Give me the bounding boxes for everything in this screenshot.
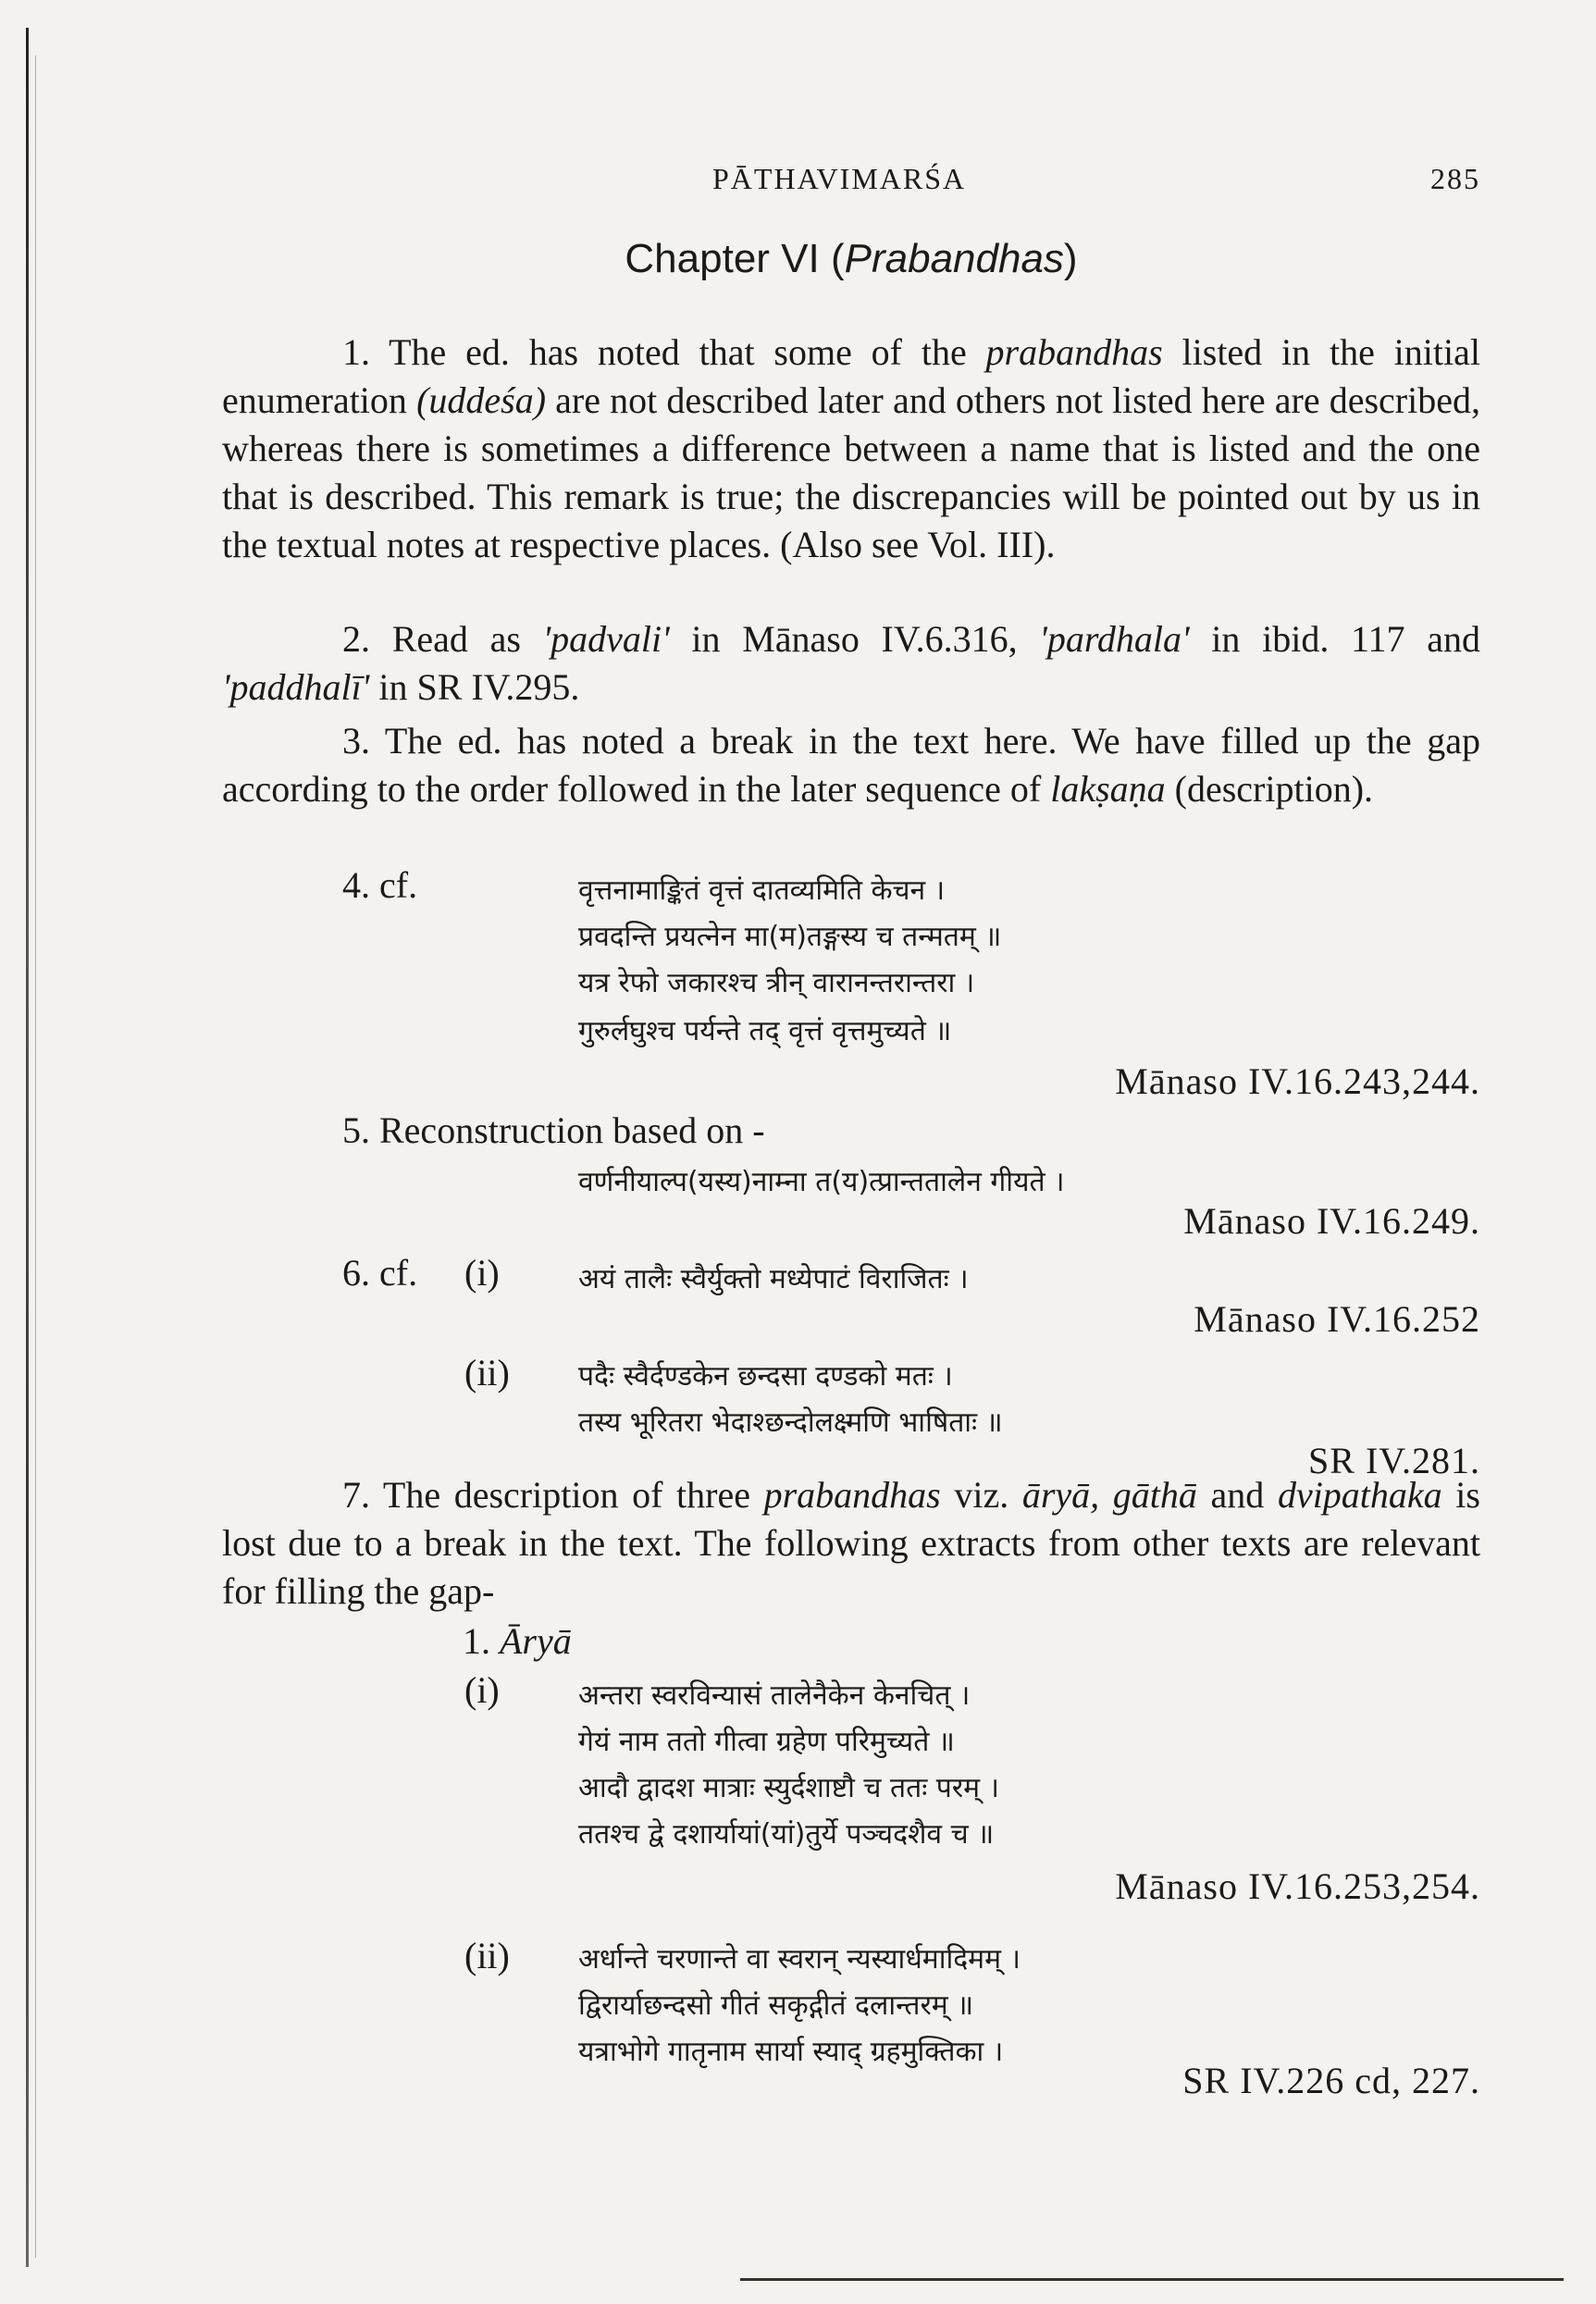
note-7-sub-number: 1.: [463, 1620, 500, 1662]
note-7-text-g: is lost due to a break in the text. The following extracts from other texts are relevant for filling the gap-: [222, 1474, 1480, 1612]
note-4-verse-line: प्रवदन्ति प्रयत्नेन मा(म)तङ्गस्य च तन्मतम् ॥: [578, 921, 1002, 953]
note-7-ii-verse-line: अर्धान्ते चरणान्ते वा स्वरान् न्यस्यार्धमादिमम् ।: [578, 1943, 1021, 1976]
note-7-ii-verse-line: यत्राभोगे गातृनाम सार्या स्याद् ग्रहमुक्तिका ।: [578, 2036, 1004, 2068]
chapter-prefix: Chapter VI (: [625, 236, 845, 281]
note-6-ii-verse-line: तस्य भूरितरा भेदाश्छन्दोलक्ष्मणि भाषिताः ॥: [578, 1406, 1003, 1439]
note-2-italic-f: 'paddhalī': [222, 666, 370, 708]
note-7-i-label: (i): [464, 1669, 500, 1711]
note-2: [222, 615, 1480, 712]
note-3: [222, 717, 1480, 813]
note-6-label: 6. cf.: [342, 1252, 418, 1294]
note-4-verse-line: वृत्तनामाङ्कितं वृत्तं दातव्यमिति केचन ।: [578, 874, 946, 907]
note-7-italic-b: prabandhas: [763, 1474, 941, 1516]
note-2-italic-b: 'padvali': [542, 618, 670, 660]
note-3-italic-b: lakṣaṇa: [1050, 768, 1166, 810]
chapter-heading: [222, 236, 1480, 282]
note-2-text-e: in ibid. 117 and: [1189, 618, 1481, 660]
note-5-verse-line: वर्णनीयाल्प(यस्य)नाम्ना त(य)त्प्रान्ततालेन गीयते ।: [578, 1166, 1065, 1198]
note-7-text-a: 7. The description of three: [342, 1474, 764, 1516]
note-6-i-verse-line: अयं तालैः स्वैर्युक्तो मध्येपाटं विराजितः ।: [578, 1263, 969, 1295]
note-2-italic-d: 'pardhala': [1039, 618, 1190, 660]
running-head-title: PĀTHAVIMARŚA: [712, 162, 967, 195]
note-4-verse-line: गुरुर्लघुश्च पर्यन्ते तद् वृत्तं वृत्तमुच्यते ॥: [578, 1015, 952, 1047]
bottom-rule: [740, 2278, 1564, 2281]
note-7-italic-f: dvipathaka: [1277, 1474, 1442, 1516]
note-2-text-c: in Mānaso IV.6.316,: [669, 618, 1040, 660]
note-1-italic-b: prabandhas: [985, 331, 1163, 373]
note-7-text-c: viz.: [940, 1474, 1022, 1516]
note-1-italic-d: (uddeśa): [416, 379, 547, 421]
note-4-verse-line: यत्र रेफो जकारश्च त्रीन् वारानन्तरान्तरा ।: [578, 967, 975, 999]
note-5-reference: Mānaso IV.16.249.: [1183, 1200, 1480, 1242]
note-7-ii-verse-line: द्विरार्याछन्दसो गीतं सकृद्गीतं दलान्तरम् ॥: [578, 1989, 974, 2022]
note-2-text-g: in SR IV.295.: [369, 666, 580, 708]
note-1-text-c: listed in the initial enumeration: [222, 331, 1480, 421]
note-3-text-c: (description).: [1165, 768, 1374, 810]
note-7-subheading: [463, 1619, 572, 1663]
scan-binding-shadow: [35, 56, 36, 2258]
chapter-title-italic: Prabandhas: [844, 236, 1064, 281]
scan-binding-edge: [26, 28, 29, 2267]
note-4-label: 4. cf.: [342, 864, 418, 906]
note-5-label: 5. Reconstruction based on -: [342, 1109, 765, 1151]
note-6-i-reference: Mānaso IV.16.252: [1194, 1298, 1480, 1340]
note-7-ii-reference: SR IV.226 cd, 227.: [1182, 2060, 1480, 2101]
note-7-i-reference: Mānaso IV.16.253,254.: [1115, 1865, 1480, 1907]
note-6-ii-verse-line: पदैः स्वैर्दण्डकेन छन्दसा दण्डको मतः ।: [578, 1360, 953, 1393]
note-1: [222, 328, 1480, 569]
note-7: [222, 1471, 1480, 1616]
note-4-reference: Mānaso IV.16.243,244.: [1115, 1060, 1480, 1102]
note-3-text-a: 3. The ed. has noted a break in the text here. We have filled up the gap according to the order followed in the later sequence of: [222, 720, 1480, 810]
note-7-italic-d: āryā, gāthā: [1021, 1474, 1197, 1516]
note-6-ii-label: (ii): [464, 1352, 510, 1394]
note-7-i-verse-line: अन्तरा स्वरविन्यासं तालेनैकेन केनचित् ।: [578, 1679, 971, 1712]
note-7-sub-title: Āryā: [500, 1620, 572, 1662]
page-number: 285: [1430, 162, 1480, 195]
note-1-text-a: 1. The ed. has noted that some of the: [342, 331, 986, 373]
note-1-text-e: are not described later and others not listed here are described, whereas there is sometimes a difference between a name that is listed and the one that is described. This remark is true; the discrepancies will be pointed out by us in the textual notes at respective places. (Also see Vol. III).: [222, 379, 1480, 565]
note-7-i-verse-line: आदौ द्वादश मात्राः स्युर्दशाष्टौ च ततः परम् ।: [578, 1772, 999, 1804]
note-7-i-verse-line: ततश्च द्वे दशार्यायां(यां)तुर्ये पञ्चदशैव च ॥: [578, 1818, 995, 1851]
note-7-ii-label: (ii): [464, 1935, 510, 1976]
note-6-ii-reference: SR IV.281.: [1308, 1440, 1480, 1481]
note-7-i-verse-line: गेयं नाम ततो गीत्वा ग्रहेण परिमुच्यते ॥: [578, 1726, 955, 1758]
note-6-i-label: (i): [464, 1252, 500, 1294]
note-7-text-e: and: [1196, 1474, 1278, 1516]
note-2-text-a: 2. Read as: [342, 618, 543, 660]
chapter-suffix: ): [1063, 236, 1078, 281]
